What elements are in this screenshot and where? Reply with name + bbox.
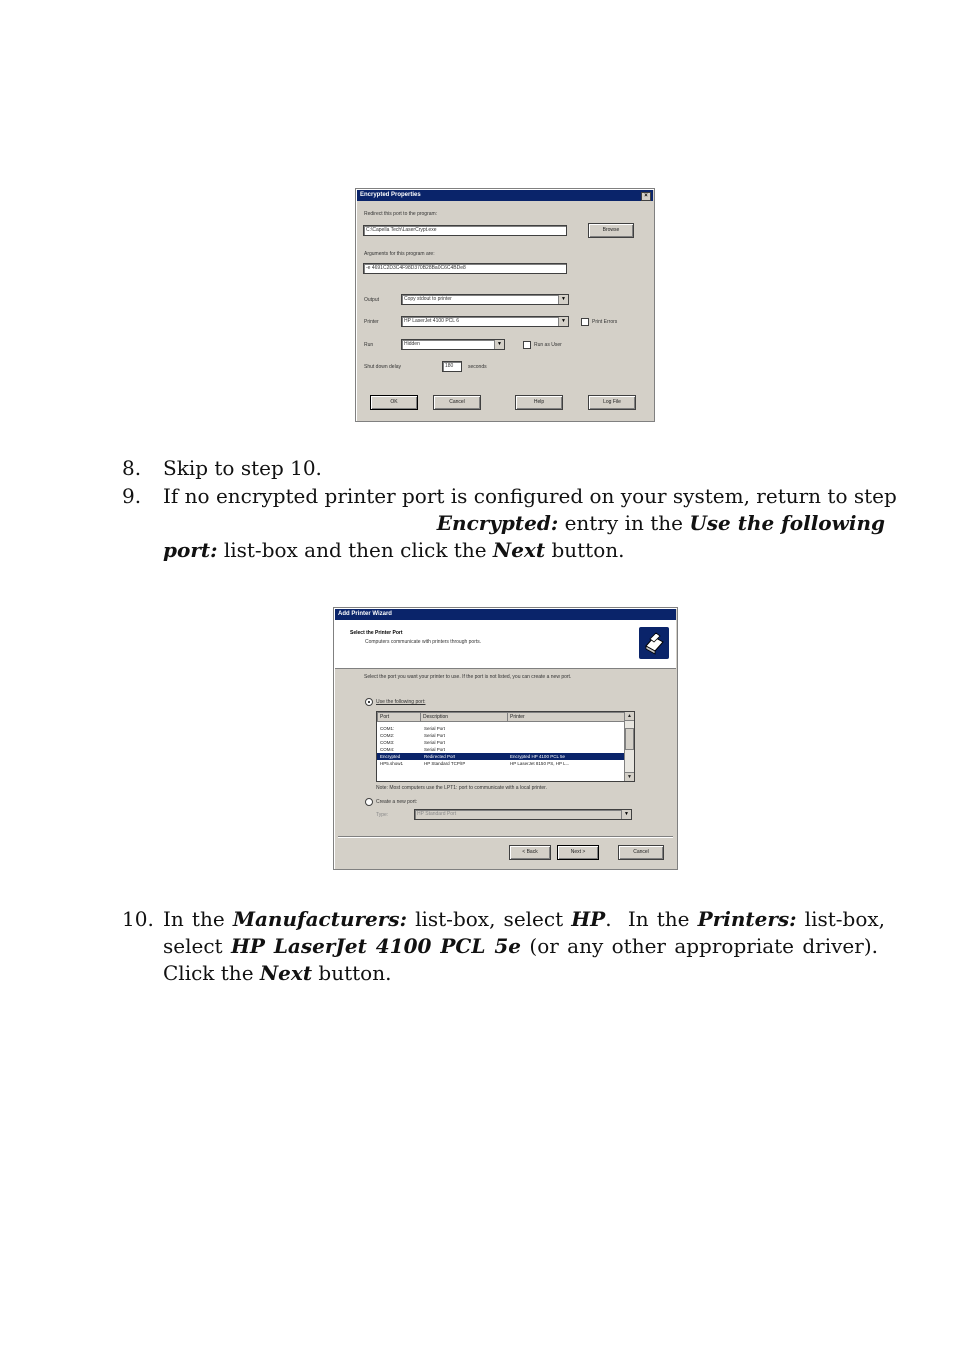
step-10-text: Click the <box>163 961 260 985</box>
run-value: Hidden <box>404 341 420 347</box>
table-row-selected[interactable] <box>377 753 624 760</box>
printer-select[interactable] <box>401 316 569 327</box>
description-cell: Redirected Port <box>424 754 456 759</box>
port-cell: COM3: <box>380 740 395 745</box>
path-input[interactable]: C:\Capella Tech\LaserCrypt.exe <box>363 225 567 236</box>
step-9-line-2 <box>163 510 885 537</box>
step-10-text: button. <box>312 961 392 985</box>
table-row[interactable] <box>377 760 624 767</box>
step-10-text: select <box>163 934 231 958</box>
description-cell: HP Standard TCP/IP <box>424 761 466 766</box>
column-header-description[interactable]: Description <box>420 712 508 722</box>
step-10-line-1 <box>163 906 885 933</box>
ok-button[interactable]: OK <box>370 395 418 410</box>
table-row[interactable] <box>377 739 624 746</box>
step-10-text: list-box, select <box>406 907 572 931</box>
args-input[interactable]: -e 4691C2D3C4F98D370B28Ba0C6C4BDe8 <box>363 263 567 274</box>
chevron-down-icon[interactable]: ▼ <box>558 295 568 304</box>
scroll-thumb[interactable] <box>625 728 634 750</box>
step-9-line-3 <box>163 537 885 564</box>
step-number: 9. <box>122 484 142 508</box>
cancel-button[interactable]: Cancel <box>618 845 664 860</box>
wizard-subheading: Computers communicate with printers through ports. <box>365 639 482 645</box>
create-new-port-label: Create a new port: <box>376 799 418 805</box>
use-following-port-label: Use the following port: <box>376 699 426 705</box>
printers-term: Printers: <box>697 907 797 931</box>
wizard-header <box>335 620 676 669</box>
use-following-term: Use the following <box>689 511 885 535</box>
note-text: Note: Most computers use the LPT1: port to communicate with a local printer. <box>376 785 547 791</box>
column-header-port[interactable]: Port <box>377 712 421 722</box>
printer-icon-graphic <box>639 627 669 659</box>
log-file-button[interactable]: Log File <box>588 395 636 410</box>
next-button[interactable]: Next > <box>557 845 599 860</box>
seconds-label: seconds <box>468 364 487 370</box>
chevron-down-icon[interactable]: ▼ <box>494 340 504 349</box>
print-errors-checkbox[interactable] <box>581 318 589 326</box>
step-9 <box>122 483 897 564</box>
printer-cell: HP LaserJet 8150 PS, HP L... <box>510 761 570 766</box>
next-term: Next <box>492 538 546 562</box>
port-cell: COM4: <box>380 747 395 752</box>
step-text: Skip to step 10. <box>163 456 322 480</box>
printer-label: Printer <box>364 319 379 325</box>
shutdown-label: Shut down delay <box>364 364 401 370</box>
next-term: Next <box>259 961 313 985</box>
step-number: 8. <box>122 456 142 480</box>
scroll-up-icon[interactable]: ▲ <box>625 712 634 721</box>
dialog-title: Encrypted Properties <box>360 192 421 198</box>
shutdown-input[interactable]: 180 <box>442 361 462 372</box>
step-9-text: entry in the <box>558 511 690 535</box>
add-printer-wizard-dialog <box>333 607 678 870</box>
dialog-title-bar <box>357 190 653 201</box>
column-header-printer[interactable]: Printer <box>507 712 625 722</box>
step-10-line-2 <box>163 933 885 960</box>
wizard-heading: Select the Printer Port <box>350 630 403 636</box>
port-cell: COM2: <box>380 733 395 738</box>
table-row[interactable] <box>377 732 624 739</box>
dialog-title-bar <box>335 609 676 620</box>
help-button[interactable]: Help <box>515 395 563 410</box>
close-icon[interactable]: × <box>641 192 651 201</box>
run-select[interactable] <box>401 339 505 350</box>
port-term: port: <box>163 538 218 562</box>
run-as-user-checkbox[interactable] <box>523 341 531 349</box>
output-value: Copy stdout to printer <box>404 296 452 302</box>
args-label: Arguments for this program are: <box>364 251 435 257</box>
dialog-title: Add Printer Wizard <box>338 611 392 617</box>
scroll-down-icon[interactable]: ▼ <box>625 772 634 781</box>
output-select[interactable] <box>401 294 569 305</box>
step-10-line-3 <box>163 960 885 987</box>
step-10-text: . In the <box>605 907 698 931</box>
port-type-select[interactable] <box>414 809 632 820</box>
description-cell: Serial Port <box>424 740 446 745</box>
description-cell: Serial Port <box>424 747 446 752</box>
chevron-down-icon[interactable]: ▼ <box>558 317 568 326</box>
encrypted-properties-dialog <box>355 188 655 422</box>
run-as-user-label: Run as User <box>534 342 562 348</box>
output-label: Output <box>364 297 380 303</box>
step-8 <box>122 455 887 482</box>
cancel-button[interactable]: Cancel <box>433 395 481 410</box>
run-label: Run <box>364 342 374 348</box>
step-10 <box>122 906 887 987</box>
button-separator <box>338 836 673 838</box>
step-9-text: button. <box>545 538 625 562</box>
printer-cell: Encrypted HP 4100 PCL 5e <box>510 754 566 759</box>
hp-laserjet-term: HP LaserJet 4100 PCL 5e <box>230 934 522 958</box>
step-9-line-1: If no encrypted printer port is configured on your system, return to step <box>163 484 897 508</box>
step-9-text: list-box and then click the <box>217 538 493 562</box>
step-text <box>163 483 897 564</box>
step-10-text: list-box, <box>796 907 886 931</box>
instructions-text: Select the port you want your printer to use. If the port is not listed, you can create a new port. <box>364 674 572 680</box>
printer-value: HP LaserJet 4100 PCL 6 <box>404 318 460 324</box>
step-text <box>163 906 885 987</box>
port-cell: HP5.show1 <box>380 761 404 766</box>
browse-button[interactable]: Browse <box>588 223 634 238</box>
port-list-header <box>377 712 624 721</box>
use-following-port-radio[interactable] <box>365 698 373 706</box>
description-cell: Serial Port <box>424 726 446 731</box>
step-10-text: (or any other appropriate driver). <box>521 934 878 958</box>
manufacturers-term: Manufacturers: <box>232 907 407 931</box>
step-number: 10. <box>122 907 154 931</box>
step-10-text: In the <box>163 907 233 931</box>
description-cell: Serial Port <box>424 733 446 738</box>
path-label: Redirect this port to the program: <box>364 211 438 217</box>
type-label: Type: <box>376 812 389 818</box>
port-list-scrollbar[interactable] <box>624 712 634 781</box>
table-row[interactable] <box>377 746 624 753</box>
table-row[interactable] <box>377 725 624 732</box>
port-type-value: HP Standard Port <box>417 811 457 817</box>
printer-wizard-icon <box>639 627 669 659</box>
back-button[interactable]: < Back <box>509 845 551 860</box>
port-cell: COM1: <box>380 726 395 731</box>
port-list[interactable] <box>376 711 635 782</box>
chevron-down-icon[interactable]: ▼ <box>621 810 631 819</box>
port-cell: Encrypted <box>380 754 401 759</box>
print-errors-label: Print Errors <box>592 319 618 325</box>
hp-term: HP <box>571 907 606 931</box>
encrypted-term: Encrypted: <box>436 511 559 535</box>
create-new-port-radio[interactable] <box>365 798 373 806</box>
